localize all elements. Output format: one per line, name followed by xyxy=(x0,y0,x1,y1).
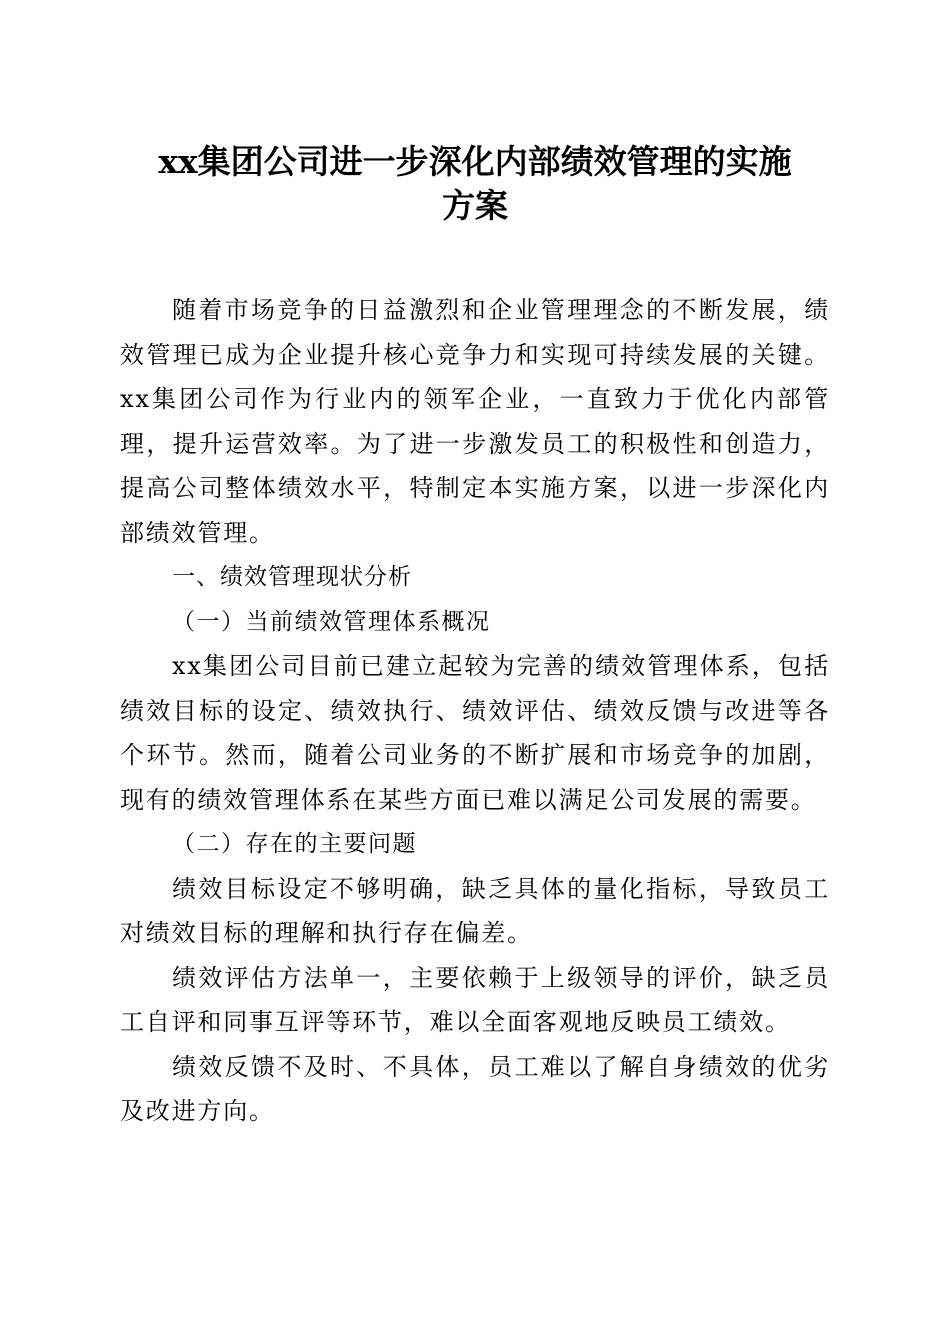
subsection-1-paragraph: xx集团公司目前已建立起较为完善的绩效管理体系，包括绩效目标的设定、绩效执行、绩效评估、绩效反馈与改进等各个环节。然而，随着公司业务的不断扩展和市场竞争的加剧，现有的绩效管理体系在某些方面已难以满足公司发展的需要。 xyxy=(120,652,830,814)
document-title xyxy=(120,140,830,228)
section-heading-1: 一、绩效管理现状分析 xyxy=(172,564,412,590)
document-body xyxy=(120,288,830,1134)
intro-paragraph: 随着市场竞争的日益激烈和企业管理理念的不断发展，绩效管理已成为企业提升核心竞争力和实现可持续发展的关键。xx集团公司作为行业内的领军企业，一直致力于优化内部管理，提升运营效率。为了进一步激发员工的积极性和创造力，提高公司整体绩效水平，特制定本实施方案，以进一步深化内部绩效管理。 xyxy=(120,296,830,547)
subsection-heading-1: （一）当前绩效管理体系概况 xyxy=(172,608,491,635)
problem-paragraph-3: 绩效反馈不及时、不具体，员工难以了解自身绩效的优劣及改进方向。 xyxy=(120,1052,830,1125)
problem-paragraph-2: 绩效评估方法单一，主要依赖于上级领导的评价，缺乏员工自评和同事互评等环节，难以全面客观地反映员工绩效。 xyxy=(120,963,830,1036)
document-title-line-2: 方案 xyxy=(442,186,508,225)
problem-paragraph-1: 绩效目标设定不够明确，缺乏具体的量化指标，导致员工对绩效目标的理解和执行存在偏差。 xyxy=(120,874,830,947)
subsection-heading-2: （二）存在的主要问题 xyxy=(172,831,417,857)
document-title-line-1: xx集团公司进一步深化内部绩效管理的实施 xyxy=(158,142,792,181)
